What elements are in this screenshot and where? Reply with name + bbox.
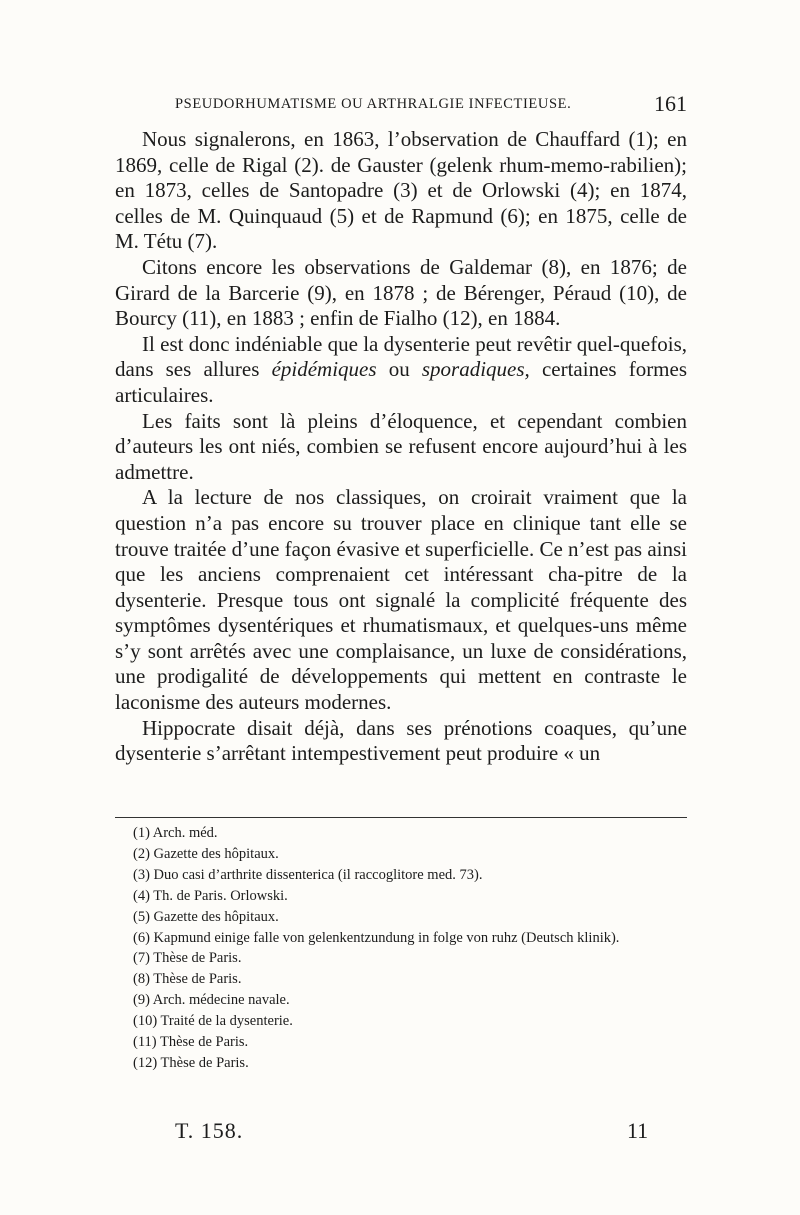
footnotes — [118, 823, 692, 1074]
paragraph: Hippocrate disait déjà, dans ses prénotions coaques, qu’une dysenterie s’arrêtant intempestivement peut produire « un — [115, 715, 687, 766]
paragraph-text: certaines formes articulaires. — [115, 357, 688, 407]
volume-signature: T. 158. — [175, 1118, 244, 1143]
footnote: (7) Thèse de Paris. — [133, 950, 242, 967]
footnote-rule — [115, 817, 687, 818]
paragraph-text: Il est donc indéniable que la dysenterie peut revêtir quel-quefois, dans ses allures — [115, 331, 687, 382]
paragraph: A la lecture de nos classiques, on croirait vraiment que la question n’a pas encore su trouver place en clinique tant elle se trouve traitée d’une façon évasive et superficielle. Ce n’est pas ainsi que les anciens comprenaient cet intéressant cha-pitre de la dysenterie. Presque tous ont signalé la complicité fréquente des symptômes dysentériques et rhumatismaux, et quelques-uns même s’y sont arrêtés avec une complaisance, un luxe de considérations, une prodigalité de développements qui mettent en contraste le laconisme des auteurs modernes. — [115, 485, 688, 715]
footnote: (1) Arch. méd. — [133, 825, 218, 841]
running-head — [175, 91, 687, 116]
paragraph: Nous signalerons, en 1863, l’observation de Chauffard (1); en 1869, celle de Rigal (2). de Gauster (gelenk rhum-memo-rabilien); en 1873, celles de Santopadre (3) et de Orlowski (4); en 1874, celles de M. Quinquaud (5) et de Rapmund (6); en 1875, celle de M. Tétu (7). — [115, 127, 687, 254]
footnote: (10) Traité de la dysenterie. — [133, 1013, 293, 1030]
paragraph: Les faits sont là pleins d’éloquence, et cependant combien d’auteurs les ont niés, combien se refusent encore aujourd’hui à les admettre. — [115, 408, 687, 484]
sheet-signature: 11 — [627, 1118, 649, 1143]
paragraph: Citons encore les observations de Galdemar (8), en 1876; de Girard de la Barcerie (9), en 1878 ; de Bérenger, Péraud (10), de Bourcy (11), en 1883 ; enfin de Fialho (12), en 1884. — [115, 254, 687, 331]
paragraph-text: ou — [376, 357, 422, 382]
footnote: (8) Thèse de Paris. — [133, 971, 242, 988]
paragraph — [115, 332, 687, 409]
footnote: (9) Arch. médecine navale. — [133, 992, 290, 1009]
footnote: (2) Gazette des hôpitaux. — [133, 845, 279, 862]
footnote: (11) Thèse de Paris. — [133, 1034, 249, 1051]
running-title: PSEUDORHUMATISME OU ARTHRALGIE INFECTIEUSE. — [175, 96, 572, 112]
emphasis-epidemiques: épidémiques — [271, 357, 377, 382]
footnote: (5) Gazette des hôpitaux. — [133, 908, 279, 925]
emphasis-sporadiques: sporadiques, — [421, 357, 530, 382]
footnote: (6) Kapmund einige falle von gelenkentzundung in folge von ruhz (Deutsch klinik). — [133, 929, 620, 946]
footnote: (3) Duo casi d’arthrite dissenterica (il raccoglitore med. 73). — [133, 866, 483, 883]
body-text — [115, 127, 687, 767]
footnote: (4) Th. de Paris. Orlowski. — [133, 887, 288, 904]
page-number: 161 — [654, 91, 687, 116]
footnote: (12) Thèse de Paris. — [133, 1054, 249, 1071]
